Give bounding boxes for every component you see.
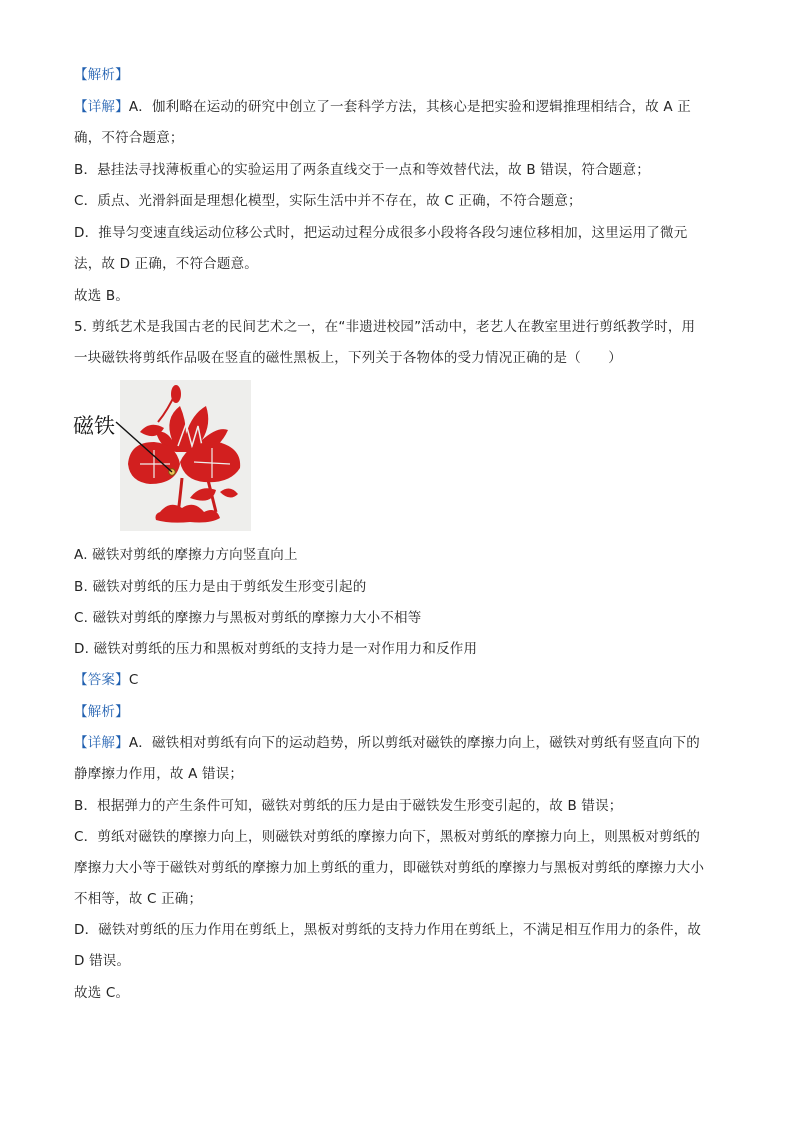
detail-text: A．伽利略在运动的研究中创立了一套科学方法，其核心是把实验和逻辑推理相结合，故 A 正 [128, 99, 691, 115]
conclusion-line: 故选 C。 [74, 985, 130, 1001]
detail-line: B．悬挂法寻找薄板重心的实验运用了两条直线交于一点和等效替代法，故 B 错误，符合题意； [74, 162, 650, 178]
conclusion-line: 故选 B。 [74, 288, 130, 304]
option-d: D. 磁铁对剪纸的压力和黑板对剪纸的支持力是一对作用力和反作用 [74, 641, 478, 657]
detail-line: 法，故 D 正确，不符合题意。 [74, 256, 258, 272]
detail-line: 不相等，故 C 正确； [74, 891, 203, 907]
figure-label: 磁铁 [73, 414, 115, 438]
analysis-tag: 【解析】 [74, 67, 129, 83]
detail-line: C．质点、光滑斜面是理想化模型，实际生活中并不存在，故 C 正确，不符合题意； [74, 193, 582, 209]
option-a: A. 磁铁对剪纸的摩擦力方向竖直向上 [74, 547, 298, 563]
answer-line [74, 671, 734, 689]
detail-line: D 错误。 [74, 953, 131, 969]
detail-tag: 【详解】 [74, 735, 129, 751]
detail-text: A．磁铁相对剪纸有向下的运动趋势，所以剪纸对磁铁的摩擦力向上，磁铁对剪纸有竖直向下的 [128, 735, 700, 751]
detail-line: B．根据弹力的产生条件可知，磁铁对剪纸的压力是由于磁铁发生形变引起的，故 B 错误； [74, 798, 623, 814]
detail-line [74, 98, 734, 116]
detail-line: D．磁铁对剪纸的压力作用在剪纸上，黑板对剪纸的支持力作用在剪纸上，不满足相互作用力的条件，故 [74, 922, 702, 938]
detail-line: C．剪纸对磁铁的摩擦力向上，则磁铁对剪纸的摩擦力向下，黑板对剪纸的摩擦力向上，则黑板对剪纸的 [74, 829, 701, 845]
analysis-tag: 【解析】 [74, 704, 129, 720]
question-stem: 5. 剪纸艺术是我国古老的民间艺术之一，在“非遗进校园”活动中，老艺人在教室里进行剪纸教学时，用 [74, 319, 696, 335]
option-c: C. 磁铁对剪纸的摩擦力与黑板对剪纸的摩擦力大小不相等 [74, 610, 422, 626]
answer-value: C [128, 672, 139, 688]
pointer-line [112, 418, 176, 478]
detail-line [74, 734, 734, 752]
detail-line: D．推导匀变速直线运动位移公式时，把运动过程分成很多小段将各段匀速位移相加，这里运用了微元 [74, 225, 688, 241]
answer-tag: 【答案】 [74, 672, 129, 688]
option-b: B. 磁铁对剪纸的压力是由于剪纸发生形变引起的 [74, 579, 367, 595]
detail-tag: 【详解】 [74, 99, 129, 115]
detail-line: 摩擦力大小等于磁铁对剪纸的摩擦力加上剪纸的重力，即磁铁对剪纸的摩擦力与黑板对剪纸的摩擦力大小 [74, 860, 705, 876]
detail-line: 确，不符合题意； [74, 130, 184, 146]
question-stem: 一块磁铁将剪纸作品吸在竖直的磁性黑板上，下列关于各物体的受力情况正确的是（ ） [74, 350, 622, 366]
detail-line: 静摩擦力作用，故 A 错误； [74, 766, 244, 782]
